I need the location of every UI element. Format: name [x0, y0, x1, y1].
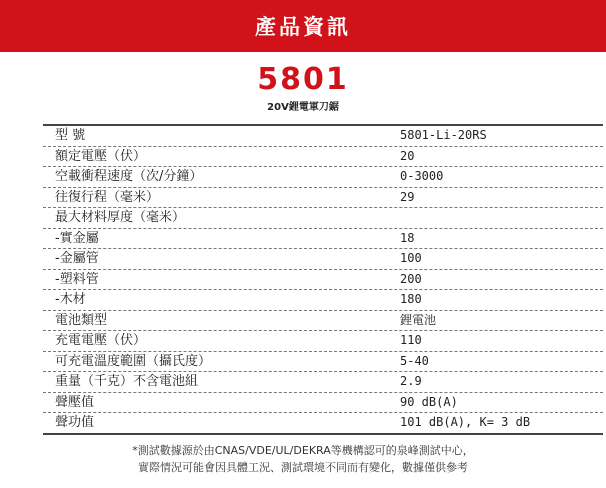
product-model: 5801	[257, 62, 349, 97]
footnote-line-2: 實際情況可能會因具體工況、測試環境不同而有變化，數據僅供參考	[138, 461, 468, 474]
spec-row-rated-voltage	[43, 147, 603, 168]
spec-value: 5-40	[400, 353, 429, 368]
spec-value: 2.9	[400, 374, 422, 388]
spec-label: 最大材料厚度（毫米）	[55, 210, 186, 225]
spec-value: 101 dB(A), K= 3 dB	[400, 415, 531, 429]
spec-row-weight	[43, 372, 603, 393]
spec-value: 0-3000	[400, 169, 444, 183]
footnote	[0, 442, 606, 476]
page-title: 產品資訊	[255, 15, 351, 39]
spec-value: 鋰電池	[400, 312, 437, 327]
spec-label: 可充電溫度範圍（攝氏度）	[55, 353, 212, 369]
spec-value: 20	[400, 148, 415, 163]
spec-row-wood	[43, 290, 603, 311]
spec-value: 110	[400, 333, 422, 347]
spec-label: -塑料管	[55, 271, 99, 287]
spec-label: 聲壓值	[55, 394, 95, 410]
spec-label: -木材	[55, 292, 86, 307]
spec-label: 電池類型	[55, 312, 108, 328]
spec-label: 往復行程（毫米）	[55, 189, 160, 205]
spec-row-sound-pressure	[43, 393, 603, 414]
spec-label: 聲功值	[55, 415, 95, 430]
spec-value: 200	[400, 271, 422, 286]
spec-table	[43, 124, 603, 435]
spec-row-max-thickness	[43, 208, 603, 229]
spec-row-charge-voltage	[43, 331, 603, 352]
spec-label: 充電電壓（伏）	[55, 333, 147, 348]
spec-row-model	[43, 126, 603, 147]
spec-label: 額定電壓（伏）	[55, 148, 147, 164]
spec-value: 29	[400, 189, 415, 204]
spec-label: -實金屬	[55, 230, 99, 246]
spec-value: 5801-Li-20RS	[400, 128, 487, 142]
spec-row-plastic-pipe	[43, 270, 603, 291]
spec-row-sound-power	[43, 413, 603, 433]
spec-label: -金屬管	[55, 251, 99, 266]
spec-label: 重量（千克）不含電池組	[55, 374, 199, 389]
spec-row-metal-pipe	[43, 249, 603, 270]
header-banner	[0, 0, 606, 52]
spec-value: 100	[400, 251, 422, 265]
spec-row-stroke-rate	[43, 167, 603, 188]
footnote-line-1: *測試數據源於由CNAS/VDE/UL/DEKRA等機構認可的泉峰測試中心，	[132, 444, 474, 457]
spec-label: 型 號	[55, 128, 86, 143]
spec-row-charge-temp	[43, 352, 603, 373]
spec-row-stroke-length	[43, 188, 603, 209]
spec-value: 180	[400, 292, 422, 306]
spec-row-battery-type	[43, 311, 603, 332]
spec-label: 空載衝程速度（次/分鐘）	[55, 169, 203, 184]
spec-row-solid-metal	[43, 229, 603, 250]
product-subtitle: 20V鋰電軍刀鋸	[267, 102, 339, 113]
spec-value: 90 dB(A)	[400, 394, 458, 409]
spec-value: 18	[400, 230, 415, 245]
